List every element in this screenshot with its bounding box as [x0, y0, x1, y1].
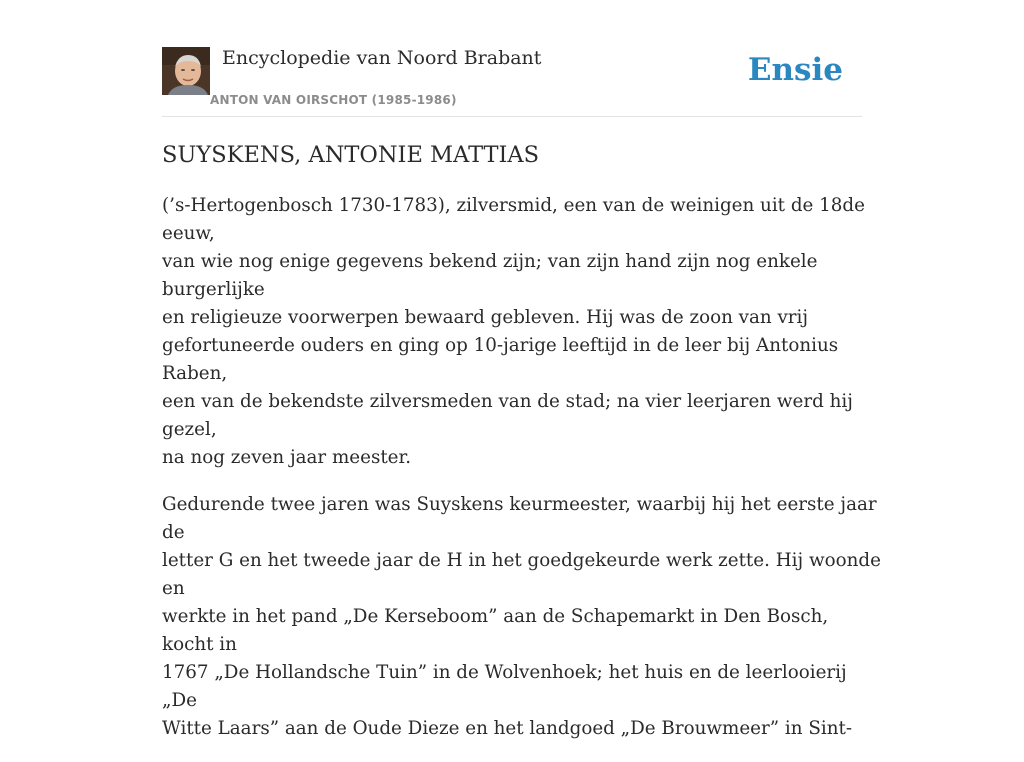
header — [162, 46, 862, 117]
article-body — [162, 192, 882, 762]
publication-title[interactable]: Encyclopedie van Noord Brabant — [222, 47, 542, 69]
article-paragraph: Gedurende twee jaren was Suyskens keurmeester, waarbij hij het eerste jaar de letter G en het tweede jaar de H in het goedgekeurde werk zette. Hij woonde en werkte in het pand „De Kerseboom” aan de Schapemarkt in Den Bosch, kocht in 1767 „De Hollandsche Tuin” in de Wolvenhoek; het huis en de leerlooierij „De Witte Laars” aan de Oude Dieze en het landgoed „De Brouwmeer” in Sint- — [162, 494, 881, 739]
article-paragraph: (’s-Hertogenbosch 1730-1783), zilversmid, een van de weinigen uit de 18de eeuw, van wie nog enige gegevens bekend zijn; van zijn hand zijn nog enkele burgerlijke en religieuze voorwerpen bewaard gebleven. Hij was de zoon van vrij gefortuneerde ouders en ging op 10-jarige leeftijd in de leer bij Antonius Raben, een van de bekendste zilversmeden van de stad; na vier leerjaren werd hij gezel, na nog zeven jaar meester. — [162, 195, 865, 468]
brand-logo[interactable]: Ensie — [747, 52, 843, 88]
article-title: SUYSKENS, ANTONIE MATTIAS — [162, 142, 540, 168]
avatar[interactable] — [162, 47, 210, 95]
author-portrait-icon — [162, 47, 210, 95]
author-name[interactable]: ANTON VAN OIRSCHOT (1985-1986) — [210, 93, 457, 107]
